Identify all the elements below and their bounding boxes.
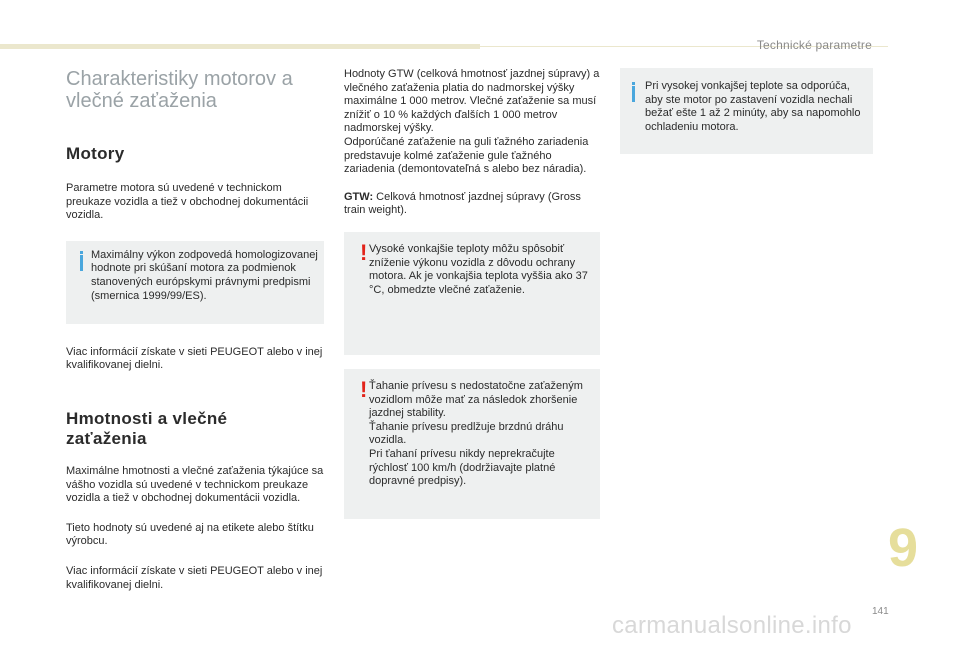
warning-note-temperature: ! Vysoké vonkajšie teploty môžu spôsobiť zníženie výkonu vozidla z dôvodu ochrany motora. Ak je vonkajšia teplota vyššia ako 37 °C, obmedzte vlečné zaťaženie. — [344, 232, 600, 355]
section-title: Technické parametre — [756, 38, 872, 52]
info-note-power: Maximálny výkon zodpovedá homologizovanej hodnote pri skúšaní motora za podmienok stanovených európskymi právnymi predpismi (smernica 1999/99/ES). — [66, 241, 324, 324]
gtw-label: GTW: — [344, 190, 374, 203]
left-column — [66, 68, 324, 592]
label-paragraph: Tieto hodnoty sú uvedené aj na etikete alebo štítku výrobcu. — [66, 521, 314, 548]
ball-load-paragraph: Odporúčané zaťaženie na guli ťažného zariadenia predstavuje kolmé zaťaženie gule ťažného zariadenia (demontovateľná s alebo bez náradia). — [344, 135, 589, 176]
gtw-text: Celková hmotnosť jazdnej súpravy (Gross train weight). — [344, 190, 581, 217]
warning-icon: ! — [360, 239, 368, 265]
heading-motory: Motory — [66, 144, 125, 163]
middle-column — [344, 68, 600, 519]
heading-hmotnosti: Hmotnosti a vlečné zaťaženia — [66, 408, 228, 448]
hmotnosti-paragraph: Maximálne hmotnosti a vlečné zaťaženia týkajúce sa vášho vozidla sú uvedené v technickom preukaze vozidla a tiež v obchodnej dokumentácii vozidla. — [66, 464, 324, 505]
info-icon-2 — [626, 82, 642, 100]
page-title: Charakteristiky motorov a vlečné zaťaženia — [66, 68, 293, 112]
more-info-text-2: Viac informácií získate v sieti PEUGEOT alebo v inej kvalifikovanej dielni. — [66, 564, 323, 591]
info-icon — [74, 251, 90, 269]
more-info-text: Viac informácií získate v sieti PEUGEOT alebo v inej kvalifikovanej dielni. — [66, 345, 323, 372]
warning-icon-2: ! — [360, 376, 368, 402]
header-bar — [0, 44, 480, 49]
gtw-paragraph: Hodnoty GTW (celková hmotnosť jazdnej súpravy) a vlečného zaťaženia platia do nadmorskej výšky maximálne 1 000 metrov. Vlečné zaťaženie sa musí znížiť o 10 % každých ďalších 1 000 metrov nadmorskej výšky. — [344, 68, 600, 135]
warning-note-towing: ! Ťahanie prívesu s nedostatočne zaťaženým vozidlom môže mať za následok zhoršenie jazdnej stability. Ťahanie prívesu predlžuje brzdnú dráhu vozidla. Pri ťahaní prívesu nikdy neprekračujte rýchlosť 100 km/h (dodržiavajte platné dopravné predpisy). — [344, 369, 600, 519]
gtw-definition — [344, 191, 600, 218]
info-note-engine-cooling: Pri vysokej vonkajšej teplote sa odporúča, aby ste motor po zastavení vozidla nechali bežať ešte 1 až 2 minúty, aby sa napomohlo ochladeniu motora. — [620, 68, 873, 154]
page-number: 141 — [872, 606, 889, 617]
chapter-number: 9 — [888, 518, 919, 578]
watermark: carmanualsonline.info — [612, 612, 852, 639]
motory-paragraph: Parametre motora sú uvedené v technickom preukaze vozidla a tiež v obchodnej dokumentácii vozidla. — [66, 182, 309, 222]
